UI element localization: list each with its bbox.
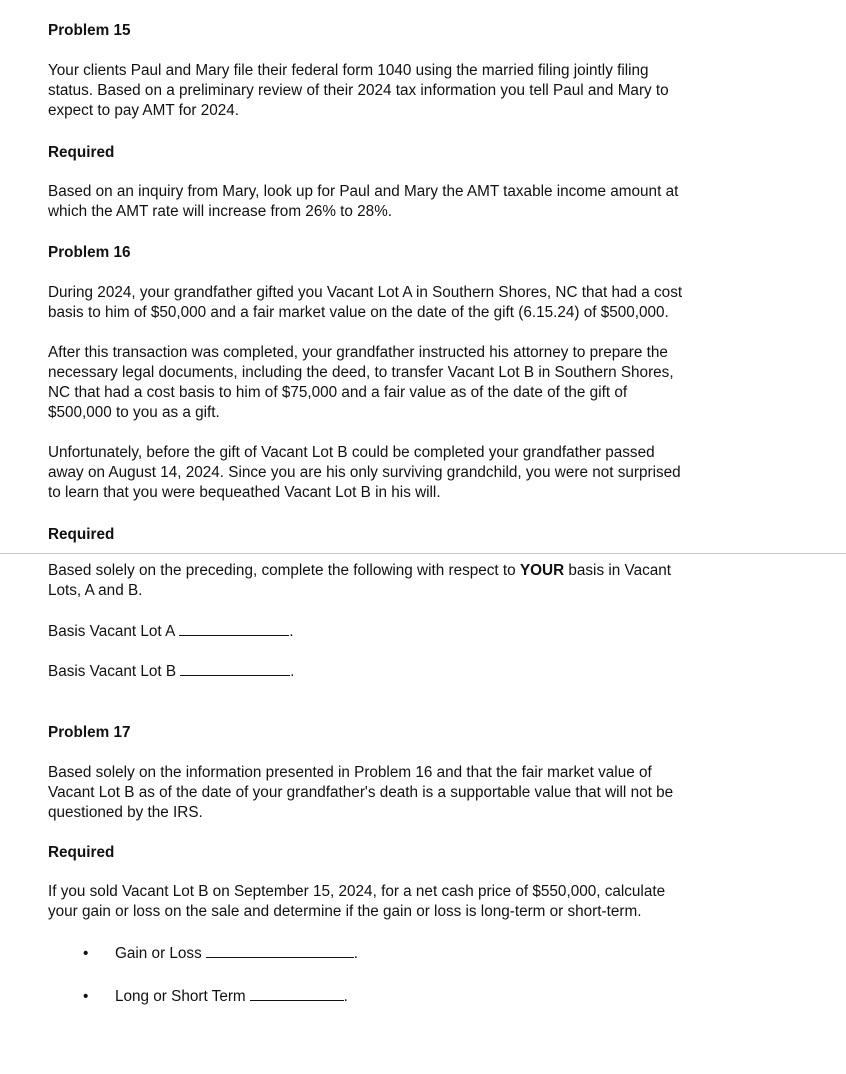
problem-15-text: Your clients Paul and Mary file their federal form 1040 using the married filing jointly filing status. Based on a preliminary review of their 2024 tax information you tell Paul and Mary to expect to pay AMT for 2024. — [48, 62, 669, 119]
basis-lot-a-label: Basis Vacant Lot A — [48, 623, 176, 640]
problem-16-required-heading: Required — [48, 526, 115, 543]
basis-lot-a-answer-line[interactable] — [179, 621, 289, 636]
term-label: Long or Short Term — [115, 988, 246, 1005]
problem-17-title: Problem 17 — [48, 724, 131, 741]
problem-17-text: Based solely on the information presented in Problem 16 and that the fair market value of Vacant Lot B as of the date of your grandfather's death is a supportable value that will not be questioned by the IRS. — [48, 764, 674, 821]
term-period: . — [343, 988, 348, 1005]
bullet-2-marker: • — [83, 988, 89, 1005]
required-text-start: Based solely on the preceding, complete the following with respect to — [48, 562, 520, 579]
gain-or-loss-answer-line[interactable] — [206, 943, 354, 958]
problem-16-paragraph-2: After this transaction was completed, your grandfather instructed his attorney to prepare the necessary legal documents, including the deed, to transfer Vacant Lot B in Southern Shores, NC that had a cost basis to him of $75,000 and a fair value as of the date of the gift of $500,000 to you as a gift. — [48, 344, 674, 421]
bullet-1-marker: • — [83, 945, 89, 962]
gain-or-loss-label: Gain or Loss — [115, 945, 202, 962]
problem-16-paragraph-3: Unfortunately, before the gift of Vacant Lot B could be completed your grandfather passed away on August 14, 2024. Since you are his only surviving grandchild, you were not surprised to learn that you were bequeathed Vacant Lot B in his will. — [48, 444, 681, 501]
basis-lot-a-period: . — [289, 623, 294, 640]
required-text-emphasis: YOUR — [519, 562, 565, 579]
problem-15-title: Problem 15 — [48, 22, 131, 39]
problem-17-required-heading: Required — [48, 844, 115, 861]
term-bullet — [83, 986, 348, 1007]
problem-16-paragraph-1: During 2024, your grandfather gifted you Vacant Lot A in Southern Shores, NC that had a cost basis to him of $50,000 and a fair market value on the date of the gift (6.15.24) of $500,000. — [48, 284, 683, 321]
basis-lot-b-label: Basis Vacant Lot B — [48, 663, 177, 680]
problem-16-required-text — [48, 561, 768, 601]
problem-15-required-heading: Required — [48, 144, 115, 161]
basis-lot-b-answer-line[interactable] — [180, 661, 290, 676]
page-divider — [0, 553, 846, 554]
problem-17-required-text: If you sold Vacant Lot B on September 15, 2024, for a net cash price of $550,000, calculate your gain or loss on the sale and determine if the gain or loss is long-term or short-term. — [48, 883, 666, 920]
basis-lot-b-period: . — [290, 663, 295, 680]
problem-16-title: Problem 16 — [48, 244, 131, 261]
term-answer-line[interactable] — [250, 986, 344, 1001]
basis-lot-b-row — [48, 661, 768, 682]
gain-or-loss-bullet — [83, 943, 358, 964]
required-text-end: basis in Vacant Lots, A and B. — [48, 562, 671, 599]
gain-or-loss-period: . — [353, 945, 358, 962]
problem-15-required-text: Based on an inquiry from Mary, look up for Paul and Mary the AMT taxable income amount at which the AMT rate will increase from 26% to 28%. — [48, 183, 679, 220]
basis-lot-a-row — [48, 621, 768, 642]
